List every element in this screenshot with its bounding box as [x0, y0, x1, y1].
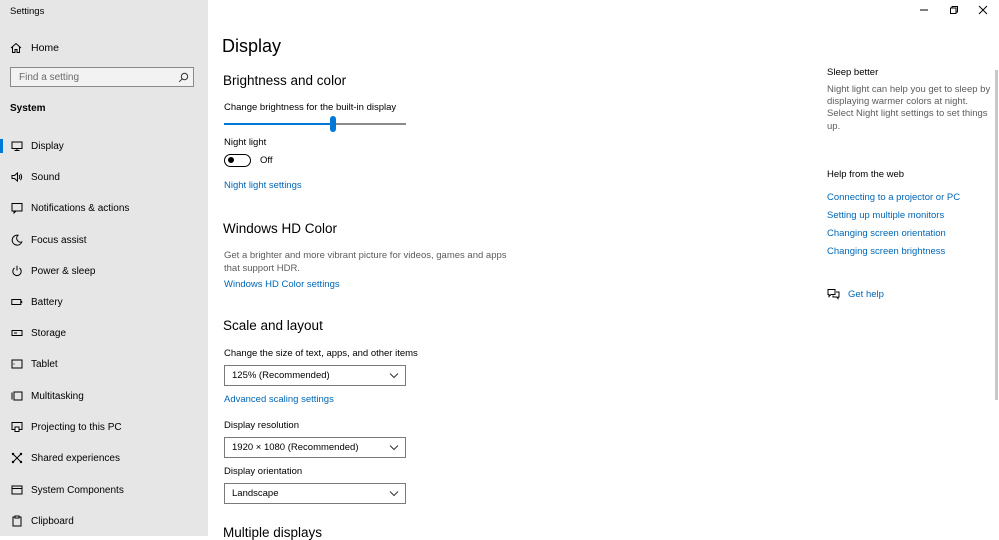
text-size-label: Change the size of text, apps, and other items [224, 348, 418, 359]
resolution-label: Display resolution [224, 420, 299, 431]
sidebar-item-label: Storage [31, 327, 67, 339]
minimize-button[interactable] [918, 4, 930, 16]
clipboard-icon [11, 515, 23, 527]
battery-icon [11, 296, 23, 308]
sidebar-item-power-sleep[interactable] [0, 260, 208, 282]
sidebar-item-label: Sound [31, 171, 60, 183]
slider-track-fill [224, 123, 333, 125]
help-link-brightness[interactable]: Changing screen brightness [827, 246, 946, 257]
chevron-down-icon [389, 490, 399, 497]
sidebar-item-battery[interactable] [0, 291, 208, 313]
tablet-icon [11, 358, 23, 370]
projecting-icon [11, 421, 23, 433]
sidebar-item-label: Projecting to this PC [31, 421, 122, 433]
sidebar-item-label: Focus assist [31, 234, 87, 246]
orientation-label: Display orientation [224, 466, 303, 477]
multitasking-icon [11, 390, 23, 402]
close-icon [978, 5, 988, 15]
page-title: Display [222, 36, 282, 56]
sidebar-item-label: Battery [31, 296, 63, 308]
monitor-icon [11, 140, 23, 152]
orientation-dropdown[interactable] [224, 483, 406, 504]
advanced-scaling-link[interactable]: Advanced scaling settings [224, 394, 334, 405]
search-box[interactable] [10, 67, 194, 87]
help-link-projector[interactable]: Connecting to a projector or PC [827, 192, 961, 203]
resolution-dropdown[interactable] [224, 437, 406, 458]
scale-heading: Scale and layout [223, 318, 323, 333]
scrollbar[interactable] [995, 70, 998, 400]
home-label: Home [31, 42, 60, 54]
sidebar-item-label: System Components [31, 484, 124, 496]
get-help-link[interactable] [827, 288, 884, 300]
toggle-knob [228, 157, 234, 163]
brightness-slider[interactable] [224, 116, 406, 132]
help-link-multiple-monitors[interactable]: Setting up multiple monitors [827, 210, 945, 221]
sidebar-item-label: Shared experiences [31, 452, 120, 464]
sidebar-item-notifications[interactable] [0, 197, 208, 219]
sidebar-item-label: Clipboard [31, 515, 74, 527]
sidebar-item-multitasking[interactable] [0, 385, 208, 407]
storage-icon [11, 327, 23, 339]
night-light-label: Night light [224, 137, 267, 148]
brightness-slider-label: Change brightness for the built-in display [224, 102, 397, 113]
home-icon [10, 42, 22, 54]
sidebar-item-clipboard[interactable] [0, 510, 208, 532]
search-icon[interactable] [178, 72, 189, 83]
moon-icon [11, 234, 23, 246]
components-icon [11, 484, 23, 496]
restore-button[interactable] [948, 4, 960, 16]
chat-help-icon [827, 288, 840, 300]
sidebar-item-label: Tablet [31, 358, 58, 370]
chevron-down-icon [389, 372, 399, 379]
sleep-better-heading: Sleep better [827, 67, 879, 78]
sidebar-item-label: Notifications & actions [31, 202, 130, 214]
app-title: Settings [10, 6, 45, 17]
orientation-dropdown-value: Landscape [232, 488, 279, 499]
sidebar-item-shared-experiences[interactable] [0, 447, 208, 469]
chevron-down-icon [389, 444, 399, 451]
scale-dropdown[interactable] [224, 365, 406, 386]
slider-thumb[interactable] [330, 116, 336, 132]
home-link[interactable] [10, 40, 59, 56]
multiple-displays-heading: Multiple displays [223, 525, 323, 540]
shared-experiences-icon [11, 452, 23, 464]
power-icon [11, 265, 23, 277]
sidebar-item-label: Power & sleep [31, 265, 96, 277]
sidebar-item-system-components[interactable] [0, 479, 208, 501]
sidebar-item-focus-assist[interactable] [0, 229, 208, 251]
minimize-icon [919, 5, 929, 15]
notification-icon [11, 202, 23, 214]
sidebar-item-projecting[interactable] [0, 416, 208, 438]
sidebar-item-storage[interactable] [0, 322, 208, 344]
sidebar-item-sound[interactable] [0, 166, 208, 188]
help-heading: Help from the web [827, 169, 905, 180]
get-help-label: Get help [848, 288, 884, 300]
section-label-system: System [10, 103, 46, 114]
restore-icon [949, 5, 959, 15]
hdr-description: Get a brighter and more vibrant picture for videos, games and apps that support HDR. [224, 250, 507, 274]
help-link-orientation[interactable]: Changing screen orientation [827, 228, 946, 239]
night-light-settings-link[interactable]: Night light settings [224, 180, 302, 191]
hdr-heading: Windows HD Color [223, 221, 338, 236]
resolution-dropdown-value: 1920 × 1080 (Recommended) [232, 442, 359, 453]
sleep-better-body: Night light can help you get to sleep by displaying warmer colors at night. Select Night light settings to set things up. [827, 84, 991, 132]
sidebar-item-tablet[interactable] [0, 353, 208, 375]
sidebar-item-label: Multitasking [31, 390, 84, 402]
hdr-settings-link[interactable]: Windows HD Color settings [224, 279, 340, 290]
sidebar [0, 0, 208, 536]
sidebar-item-display[interactable] [0, 135, 208, 157]
close-button[interactable] [977, 4, 989, 16]
sidebar-item-label: Display [31, 140, 64, 152]
speaker-icon [11, 171, 23, 183]
scale-dropdown-value: 125% (Recommended) [232, 370, 330, 381]
slider-track [333, 123, 406, 125]
brightness-heading: Brightness and color [223, 73, 347, 88]
night-light-toggle[interactable] [224, 154, 251, 167]
night-light-state: Off [260, 155, 273, 166]
search-placeholder: Find a setting [19, 72, 80, 83]
